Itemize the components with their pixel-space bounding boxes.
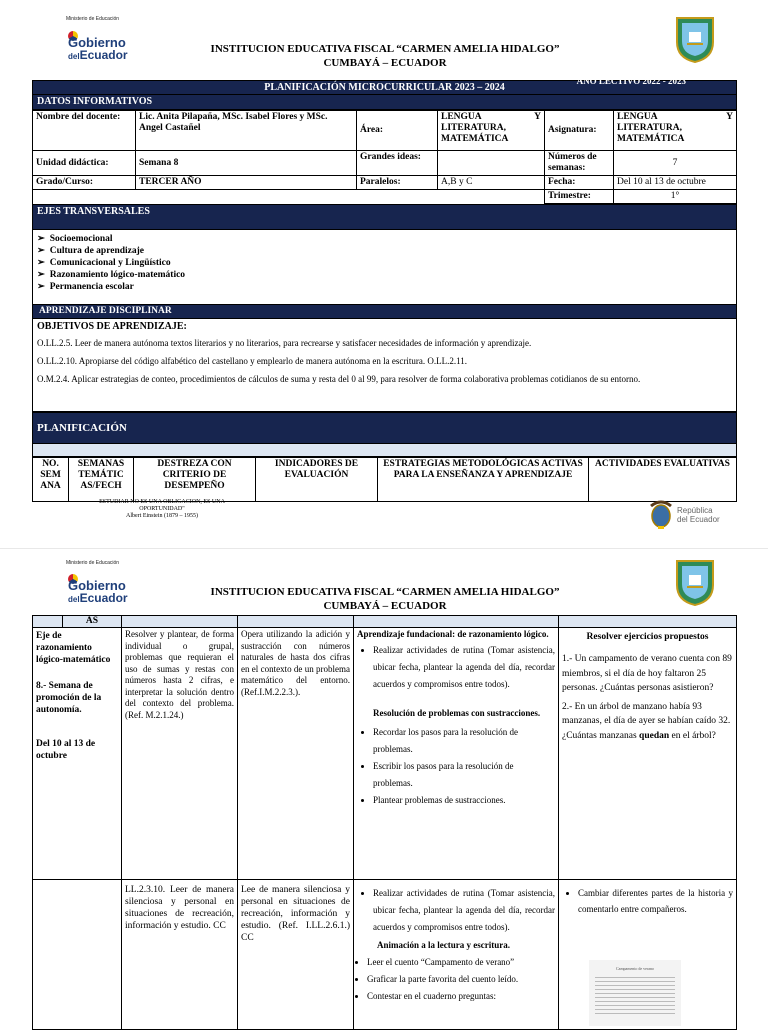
unidad-value: Semana 8 xyxy=(136,151,357,176)
datos-heading: DATOS INFORMATIVOS xyxy=(32,95,737,110)
area-label: Área: xyxy=(357,111,438,151)
trimestre-label: Trimestre: xyxy=(545,190,614,204)
actividad-list-2 xyxy=(562,885,733,917)
fecha-label: Fecha: xyxy=(545,176,614,190)
indicador-cell-2: Lee de manera silenciosa y personal en situaciones de recreación, información y estudio. (Ref. I.LL.2.6.1.) CC xyxy=(238,880,354,1030)
plan-title-bar xyxy=(32,76,737,95)
estrategia-list-1 xyxy=(357,642,555,693)
school-shield-icon xyxy=(673,14,717,64)
eje-item: ➢ Socioemocional xyxy=(37,234,113,244)
list-item: • Recordar los pasos para la resolución de problemas. xyxy=(373,724,555,758)
estrategia-cell-1 xyxy=(354,628,559,880)
objetivos-box xyxy=(32,319,737,412)
area-value: LENGUA Y LITERATURA, MATEMÁTICA xyxy=(438,111,545,151)
grandes-label: Grandes ideas: xyxy=(357,151,438,176)
actividad-problem-2: 2.- En un árbol de manzano había 93 manzanas, el día de ayer se habían caído 32. ¿Cuántas manzanas quedan en el árbol? xyxy=(562,701,731,741)
paralelos-value: A,B y C xyxy=(438,176,545,190)
datos-table xyxy=(32,110,737,204)
objetivo-item: O.LL.2.10. Apropiarse del código alfabético del castellano y emplearlo de manera autónoma en la escritura. O.LL.2.11. xyxy=(37,356,468,366)
estrategia-cell-2 xyxy=(354,880,559,1030)
actividad-title: Resolver ejercicios propuestos xyxy=(586,632,709,642)
aprendizaje-heading: APRENDIZAJE DISCIPLINAR xyxy=(32,305,737,319)
trimestre-value: 1° xyxy=(614,190,737,204)
indicador-cell-1: Opera utilizando la adición y sustracción con números naturales de hasta dos cifras en el contexto de un problema matemático del entorno. (Ref.I.M.2.2.3.). xyxy=(238,628,354,880)
list-item: • Realizar actividades de rutina (Tomar asistencia, ubicar fecha, plantear la agenda del día, recordar acuerdos y compromisos entre todos). xyxy=(373,642,555,693)
eje-item: ➢ Comunicacional y Lingüístico xyxy=(37,258,171,268)
eje-item: ➢ Razonamiento lógico-matemático xyxy=(37,270,186,280)
fecha-value: Del 10 al 13 de octubre xyxy=(614,176,737,190)
asignatura-label: Asignatura: xyxy=(545,111,614,151)
page-separator xyxy=(0,548,768,549)
eje-item: ➢ Permanencia escolar xyxy=(37,282,134,292)
list-item: • Graficar la parte favorita del cuento leído. xyxy=(367,971,555,988)
ministry-label: Ministerio de Educación xyxy=(66,16,120,22)
gov-logo-line3: Ecuador xyxy=(79,48,128,62)
einstein-quote: ESTUDIAR NO ES UNA OBLIGACION, ES UNA OPORTUNIDAD" Albert Einstein (1879 – 1955) xyxy=(99,499,225,519)
list-item: • Plantear problemas de sustracciones. xyxy=(373,792,555,809)
planificacion-table-p2 xyxy=(32,615,737,1030)
eje-text: Eje de razonamiento lógico-matemático xyxy=(36,631,111,665)
animacion-subtitle: Animación a la lectura y escritura. xyxy=(377,940,510,950)
grandes-value xyxy=(438,151,545,176)
col-actividades: ACTIVIDADES EVALUATIVAS xyxy=(589,458,737,502)
col-estrategias: ESTRATEGIAS METODOLÓGICAS ACTIVAS PARA LA ENSEÑANZA Y APRENDIZAJE xyxy=(378,458,589,502)
estrategia-subtitle: Resolución de problemas con sustracciones. xyxy=(373,708,541,718)
list-item: • Leer el cuento “Campamento de verano” xyxy=(367,954,555,971)
ejes-heading: EJES TRANSVERSALES xyxy=(32,204,737,230)
list-item: • Cambiar diferentes partes de la historia y comentarlo entre compañeros. xyxy=(578,885,733,917)
as-label: AS xyxy=(63,616,122,628)
eje-item: ➢ Cultura de aprendizaje xyxy=(37,246,145,256)
ejes-list xyxy=(37,233,736,293)
objetivo-item: O.M.2.4. Aplicar estrategias de conteo, procedimientos de cálculos de suma y resta del 0 al 99, para resolver de forma colaborativa problemas cotidianos de su entorno. xyxy=(37,374,641,384)
cuento-thumbnail xyxy=(589,960,681,1026)
planificacion-spacer xyxy=(32,444,737,457)
col-indicadores: INDICADORES DE EVALUACIÓN xyxy=(256,458,378,502)
actividad-problem-1: 1.- Un campamento de verano cuenta con 89 miembros, si el día de hoy faltaron 25 personas. ¿Cuántas personas asistieron? xyxy=(562,654,732,693)
ejes-box xyxy=(32,230,737,305)
destreza-cell-2: LL.2.3.10. Leer de manera silenciosa y personal en situaciones de recreación, información y estudio. CC xyxy=(122,880,238,1030)
school-location: CUMBAYÁ – ECUADOR xyxy=(323,600,447,612)
ministry-label-p2: Ministerio de Educación xyxy=(66,560,120,566)
gov-logo-line2: del xyxy=(68,52,80,61)
ano-lectivo: AÑO LECTIVO 2022 - 2023 xyxy=(576,76,686,86)
school-shield-icon xyxy=(673,557,717,607)
estrategia-title: Aprendizaje fundacional: de razonamiento lógico. xyxy=(357,629,549,639)
actividad-cell-2 xyxy=(559,880,737,1030)
objetivos-heading: OBJETIVOS DE APRENDIZAJE: xyxy=(37,321,187,332)
nombre-label: Nombre del docente: xyxy=(33,111,136,151)
list-item: • Realizar actividades de rutina (Tomar asistencia, ubicar fecha, plantear la agenda del día, recordar acuerdos y compromisos entre todos). xyxy=(373,885,555,936)
grado-label: Grado/Curso: xyxy=(33,176,136,190)
ecuador-coat-of-arms-icon xyxy=(647,500,675,530)
gov-logo-line1: Gobierno xyxy=(68,578,126,593)
datos-table-wrapper xyxy=(32,76,737,502)
objetivo-item: O.LL.2.5. Leer de manera autónoma textos literarios y no literarios, para recrearse y satisfacer necesidades de información y aprendizaje. xyxy=(37,338,532,348)
republica-logo xyxy=(647,500,737,532)
planificacion-columns xyxy=(32,457,737,502)
numsem-label: Números de semanas: xyxy=(545,151,614,176)
list-item: • Contestar en el cuaderno preguntas: xyxy=(367,988,555,1005)
asignatura-value: LENGUA Y LITERATURA, MATEMÁTICA xyxy=(614,111,737,151)
republica-line2: del Ecuador xyxy=(677,515,720,524)
republica-line1: República xyxy=(677,506,713,515)
school-title: INSTITUCION EDUCATIVA FISCAL “CARMEN AMELIA HIDALGO” xyxy=(210,43,560,55)
col-semanas-tematicas: SEMANAS TEMÁTIC AS/FECH xyxy=(69,458,134,502)
estrategia-list-4 xyxy=(357,954,555,1005)
estrategia-list-3 xyxy=(357,885,555,936)
gobierno-logo xyxy=(50,15,132,70)
school-location: CUMBAYÁ – ECUADOR xyxy=(323,57,447,69)
semana-text: 8.- Semana de promoción de la autonomía. xyxy=(36,681,102,715)
eje-cell xyxy=(33,628,122,880)
school-title: INSTITUCION EDUCATIVA FISCAL “CARMEN AMELIA HIDALGO” xyxy=(210,586,560,598)
planificacion-heading: PLANIFICACIÓN xyxy=(32,412,737,444)
gobierno-logo-p2: Gobierno delEcuador xyxy=(50,560,132,610)
col-no-semana: NO. SEM ANA xyxy=(33,458,69,502)
plan-title: PLANIFICACIÓN MICROCURRICULAR 2023 – 2024 xyxy=(264,82,505,93)
planificacion-table-p2-wrapper xyxy=(32,615,737,1030)
paralelos-label: Paralelos: xyxy=(357,176,438,190)
cuento-thumbnail-title: Campamento de verano xyxy=(616,966,654,971)
nombre-value: Lic. Anita Pilapaña, MSc. Isabel Flores y MSc. Angel Castañel xyxy=(136,111,357,151)
school-title-block-p2 xyxy=(160,585,610,613)
estrategia-list-2 xyxy=(357,724,555,809)
gov-logo-line1: Gobierno xyxy=(68,35,126,50)
numsem-value: 7 xyxy=(614,151,737,176)
grado-value: TERCER AÑO xyxy=(136,176,357,190)
col-destreza: DESTREZA CON CRITERIO DE DESEMPEÑO xyxy=(134,458,256,502)
destreza-cell-1: Resolver y plantear, de forma individual o grupal, problemas que requieran el uso de sumas y restas con números hasta 2 cifras, e interpretar la solución dentro del contexto del problema. (Ref. M.2.1.24.) xyxy=(122,628,238,880)
actividad-cell-1 xyxy=(559,628,737,880)
school-title-block xyxy=(160,42,610,70)
fecha-text: Del 10 al 13 de octubre xyxy=(36,739,96,761)
list-item: • Escribir los pasos para la resolución de problemas. xyxy=(373,758,555,792)
unidad-label: Unidad didáctica: xyxy=(33,151,136,176)
